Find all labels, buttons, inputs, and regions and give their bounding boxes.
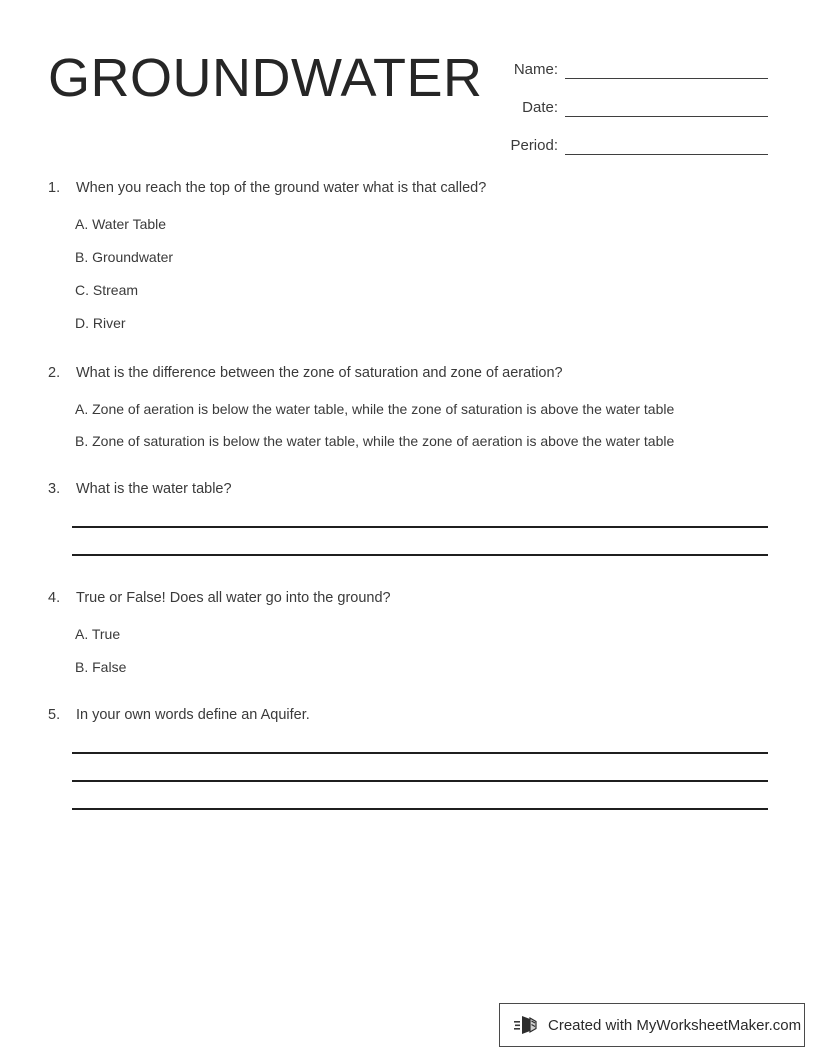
date-field-input[interactable] [565, 116, 768, 117]
question-block-2 [48, 363, 768, 452]
spacer-after-question-3 [48, 556, 768, 588]
answer-line[interactable] [72, 526, 768, 528]
created-with-badge-label: Created with MyWorksheetMaker.com [548, 1016, 802, 1034]
option-2-b[interactable]: B. Zone of saturation is below the water table, while the zone of aeration is above the water table [75, 433, 675, 450]
questions-list [48, 178, 768, 810]
name-field-input[interactable] [565, 78, 768, 79]
date-field-label: Date: [522, 99, 558, 116]
question-number-5: 5. [48, 707, 61, 724]
date-field-row [496, 82, 768, 120]
question-number-3: 3. [48, 481, 61, 498]
question-block-4 [48, 588, 768, 677]
question-text-4: True or False! Does all water go into the ground? [76, 590, 391, 607]
question-text-1: When you reach the top of the ground water what is that called? [76, 180, 487, 196]
period-field-label: Period: [510, 137, 558, 154]
question-text-2: What is the difference between the zone of saturation and zone of aeration? [76, 364, 563, 381]
question-options-1 [48, 215, 768, 333]
answer-line[interactable] [72, 808, 768, 810]
option-4-a[interactable]: A. True [75, 626, 121, 643]
question-text-3: What is the water table? [76, 481, 232, 498]
question-prompt-3 [48, 479, 768, 500]
question-options-4 [48, 625, 768, 677]
question-options-2 [48, 400, 768, 452]
question-block-1 [48, 178, 768, 333]
page-title: GROUNDWATER [48, 48, 483, 108]
spacer-after-question-1 [48, 333, 768, 363]
option-1-c[interactable]: C. Stream [75, 281, 139, 298]
spacer-after-question-4 [48, 677, 768, 705]
option-1-b[interactable]: B. Groundwater [75, 248, 174, 265]
answer-line[interactable] [72, 554, 768, 556]
answer-line[interactable] [72, 780, 768, 782]
option-1-d[interactable]: D. River [75, 314, 126, 331]
question-prompt-5 [48, 705, 768, 726]
period-field-input[interactable] [565, 154, 768, 155]
period-field-row [496, 120, 768, 158]
option-2-a[interactable]: A. Zone of aeration is below the water table, while the zone of saturation is above the water table [75, 400, 675, 417]
question-number-2: 2. [48, 364, 61, 381]
option-4-b[interactable]: B. False [75, 659, 127, 676]
question-number-4: 4. [48, 590, 61, 607]
question-prompt-1 [48, 178, 768, 199]
worksheet-header [48, 44, 768, 156]
question-block-3 [48, 479, 768, 556]
question-block-5 [48, 705, 768, 810]
question-prompt-4 [48, 588, 768, 609]
option-1-a[interactable]: A. Water Table [75, 216, 167, 233]
question-number-1: 1. [48, 180, 61, 196]
myworksheetmaker-logo-icon [514, 1013, 540, 1037]
answer-lines-3 [48, 526, 768, 556]
answer-lines-5 [48, 752, 768, 810]
question-text-5: In your own words define an Aquifer. [76, 707, 310, 724]
student-info-fields [496, 44, 768, 158]
created-with-badge[interactable] [499, 1003, 805, 1047]
question-prompt-2 [48, 363, 768, 384]
answer-line[interactable] [72, 752, 768, 754]
name-field-label: Name: [513, 61, 558, 78]
spacer-after-question-2 [48, 451, 768, 479]
name-field-row [496, 44, 768, 82]
